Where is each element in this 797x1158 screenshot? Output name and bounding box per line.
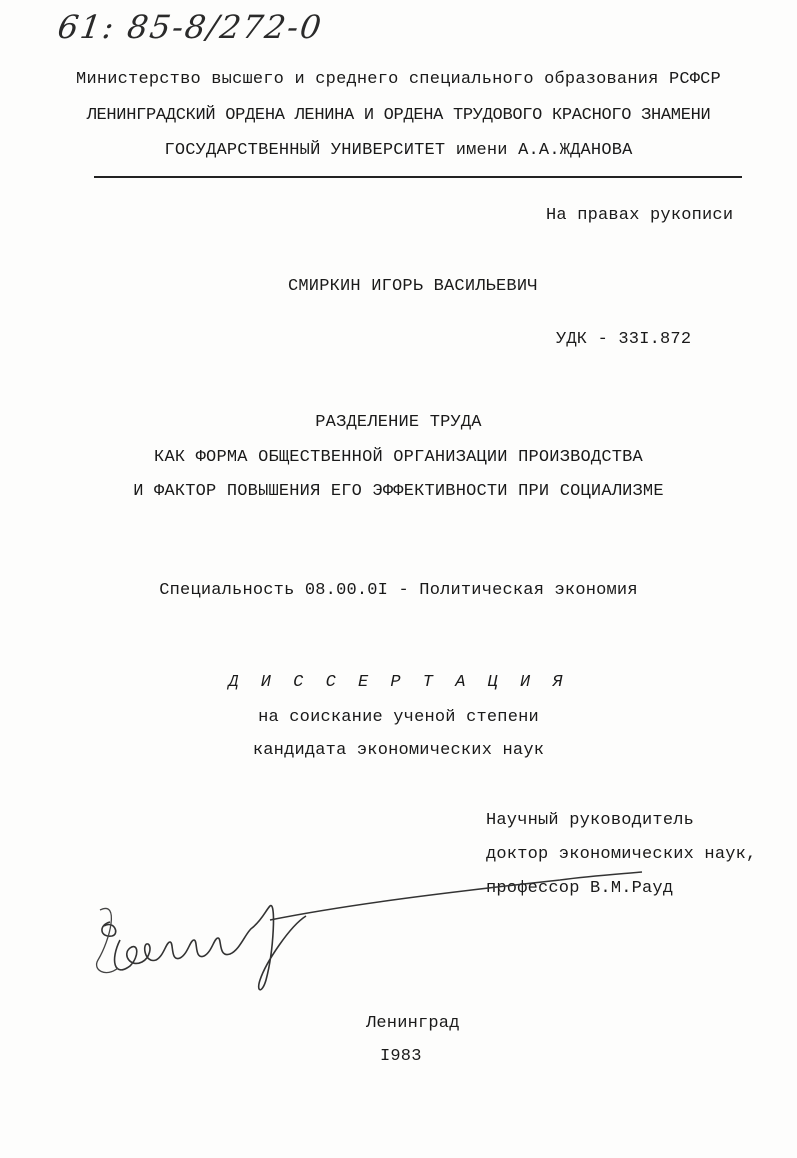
supervisor-label: Научный руководитель	[486, 811, 695, 830]
author-name: СМИРКИН ИГОРЬ ВАСИЛЬЕВИЧ	[288, 277, 538, 296]
city: Ленинград	[366, 1014, 460, 1033]
handwritten-signature	[90, 870, 650, 1010]
udc-code: УДК - 33I.872	[556, 330, 692, 349]
degree-line-2: кандидата экономических наук	[252, 741, 545, 760]
title-line-2: КАК ФОРМА ОБЩЕСТВЕННОЙ ОРГАНИЗАЦИИ ПРОИЗВОДСТВА	[154, 448, 643, 467]
title-line-3: И ФАКТОР ПОВЫШЕНИЯ ЕГО ЭФФЕКТИВНОСТИ ПРИ СОЦИАЛИЗМЕ	[133, 482, 664, 501]
dissertation-label: Д И С С Е Р Т А Ц И Я	[228, 673, 569, 692]
university-line: ЛЕНИНГРАДСКИЙ ОРДЕНА ЛЕНИНА И ОРДЕНА ТРУДОВОГО КРАСНОГО ЗНАМЕНИ	[86, 106, 711, 125]
ministry-line: Министерство высшего и среднего специального образования РСФСР	[76, 70, 721, 89]
title-line-1: РАЗДЕЛЕНИЕ ТРУДА	[315, 413, 482, 432]
supervisor-degree: доктор экономических наук,	[486, 845, 757, 864]
specialty: Специальность 08.00.0I - Политическая экономия	[159, 581, 638, 600]
header-divider	[94, 176, 742, 178]
university-name-line: ГОСУДАРСТВЕННЫЙ УНИВЕРСИТЕТ имени А.А.ЖДАНОВА	[164, 141, 633, 160]
year: I983	[380, 1047, 422, 1066]
archive-code: 61: 85-8/272-0	[55, 8, 326, 46]
rights-note: На правах рукописи	[546, 206, 734, 225]
degree-line-1: на соискание ученой степени	[258, 708, 539, 727]
supervisor-name: профессор В.М.Рауд	[486, 879, 674, 898]
